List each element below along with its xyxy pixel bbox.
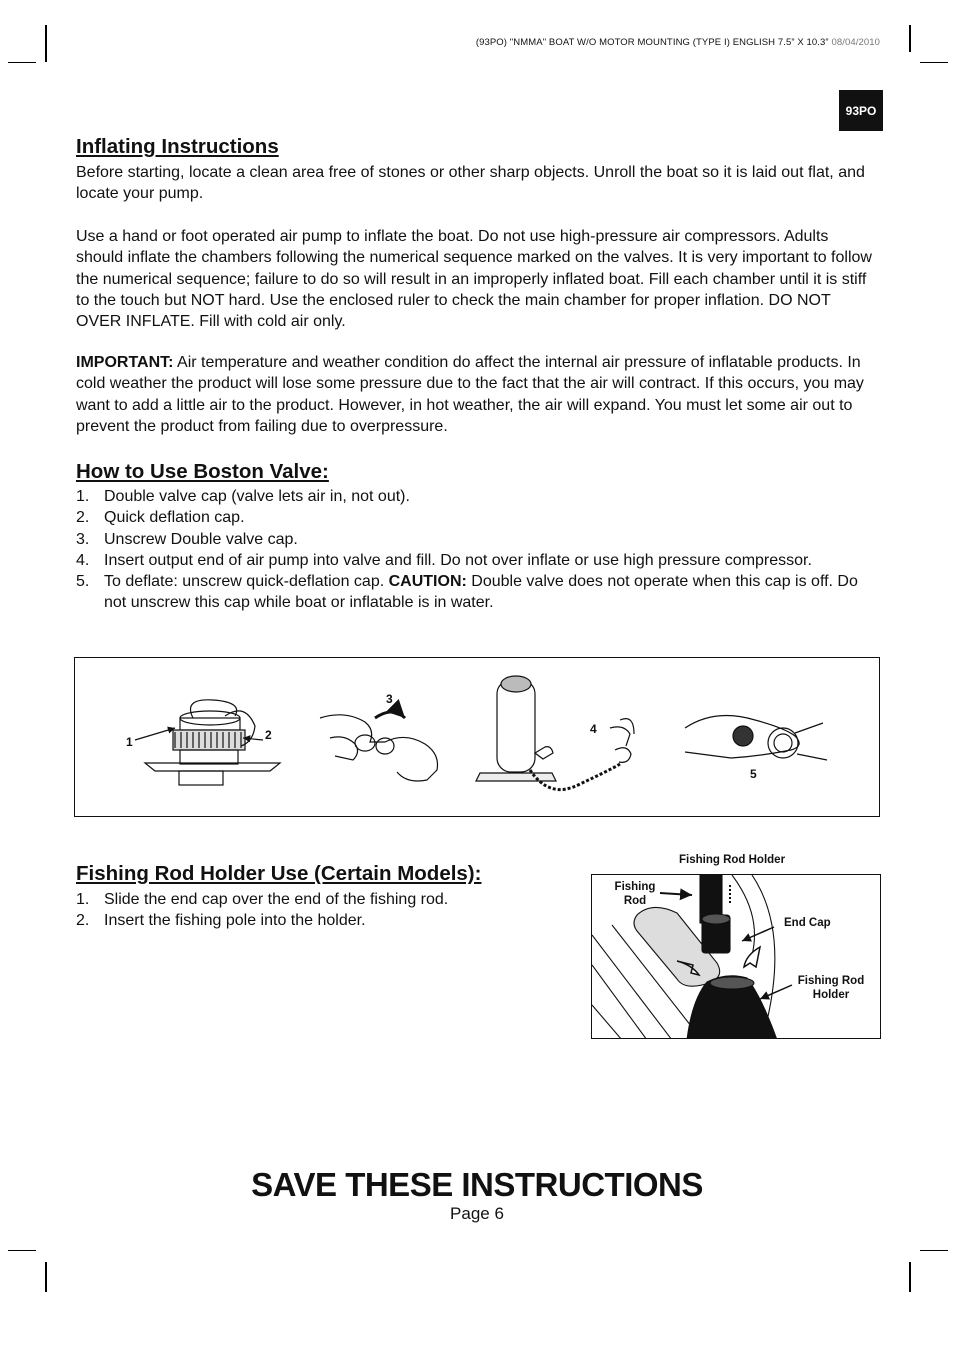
- list-item: 1. Double valve cap (valve lets air in, not out).: [76, 488, 410, 505]
- label-fishing-rod-holder: Fishing Rod Holder: [797, 975, 865, 1001]
- fishing-title: Fishing Rod Holder Use (Certain Models):: [76, 862, 482, 885]
- crop-mark: [8, 1250, 36, 1251]
- list-item: 3. Unscrew Double valve cap.: [76, 530, 298, 548]
- document-header: [476, 37, 880, 48]
- crop-mark: [45, 25, 47, 62]
- valve-label-2: 2: [265, 728, 272, 742]
- crop-mark: [920, 62, 948, 63]
- label-fishing-rod: Fishing Rod: [614, 881, 656, 907]
- list-item: 5. To deflate: unscrew quick-deflation cap. CAUTION: Double valve does not operate when this cap is off. Do not unscrew this cap while boat or inflatable is in water.: [76, 573, 858, 612]
- crop-mark: [909, 25, 911, 52]
- valve-label-1: 1: [126, 735, 133, 749]
- label-end-cap: End Cap: [784, 917, 831, 929]
- list-item: 2. Quick deflation cap.: [76, 509, 245, 527]
- inflating-para-1: Before starting, locate a clean area free of stones or other sharp objects. Unroll the boat so it is laid out flat, and locate your pump.: [76, 164, 865, 203]
- list-item: 2. Insert the fishing pole into the holder.: [76, 912, 366, 930]
- crop-mark: [8, 62, 36, 63]
- valve-title: How to Use Boston Valve:: [76, 460, 329, 483]
- doc-date: 08/04/2010: [831, 37, 880, 48]
- crop-mark: [45, 1262, 47, 1292]
- valve-drawings: [75, 658, 881, 818]
- valve-label-3: 3: [386, 692, 393, 706]
- important-note: [76, 352, 876, 437]
- save-instructions-heading: SAVE THESE INSTRUCTIONS: [251, 1166, 703, 1203]
- doc-info: (93PO) "NMMA" BOAT W/O MOTOR MOUNTING (TYPE I) ENGLISH 7.5” X 10.3”: [475, 37, 829, 48]
- fishing-steps: [76, 889, 576, 932]
- inflating-title: Inflating Instructions: [76, 135, 279, 158]
- model-tab: 93PO: [839, 90, 883, 131]
- crop-mark: [909, 1262, 911, 1292]
- page-number: Page 6: [450, 1204, 504, 1223]
- list-item: 4. Insert output end of air pump into valve and fill. Do not over inflate or use high pressure compressor.: [76, 551, 812, 569]
- important-text: Air temperature and weather condition do affect the internal air pressure of inflatable products. In cold weather the product will lose some pressure due to the fact that the air will contract. If this occurs, you may want to add a little air to the product. However, in hot weather, the air will expand. You must let some air out to prevent the product from failing due to overpressure.: [76, 354, 864, 435]
- list-item: 1. Slide the end cap over the end of the fishing rod.: [76, 891, 449, 908]
- important-label: IMPORTANT:: [76, 354, 174, 371]
- crop-mark: [920, 1250, 948, 1251]
- valve-steps: [76, 486, 882, 614]
- fishing-rod-illustration: [591, 874, 881, 1039]
- fishing-figure-caption: Fishing Rod Holder: [679, 854, 786, 866]
- inflating-para-2: Use a hand or foot operated air pump to inflate the boat. Do not use high-pressure air compressors. Adults should inflate the chambers following the numerical sequence marked on the valves. It is very important to follow the numerical sequence; failure to do so will result in an improperly inflated boat. Fill each chamber until it is stiff to the touch but NOT hard. Use the enclosed ruler to check the main chamber for proper inflation. DO NOT OVER INFLATE. Fill with cold air only.: [76, 228, 872, 331]
- valve-illustration: [74, 657, 880, 817]
- valve-label-4: 4: [590, 722, 597, 736]
- valve-label-5: 5: [750, 767, 757, 781]
